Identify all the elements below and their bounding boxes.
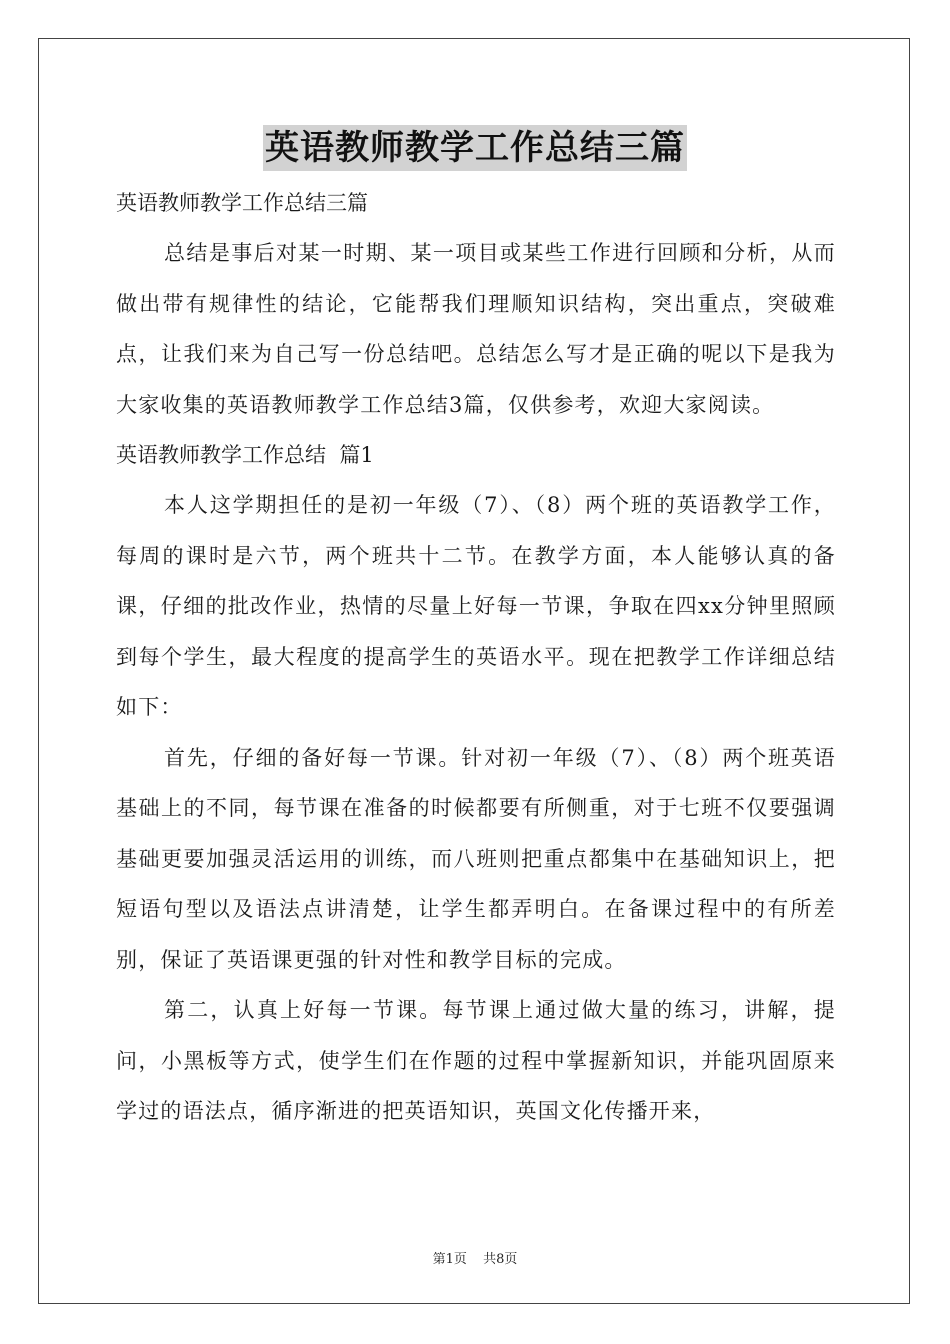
- body-paragraph-3: 第二，认真上好每一节课。每节课上通过做大量的练习，讲解，提问，小黑板等方式，使学生们在作题的过程中掌握新知识，并能巩固原来学过的语法点，循序渐进的把英语知识，英国文化传播开来，: [116, 998, 836, 1123]
- page-footer: [0, 1248, 950, 1267]
- document-title: 英语教师教学工作总结三篇: [263, 125, 687, 171]
- document-body: [116, 178, 836, 1137]
- section-heading: 英语教师教学工作总结 篇1: [116, 443, 374, 467]
- body-paragraph-1: 本人这学期担任的是初一年级（7）、（8）两个班的英语教学工作，每周的课时是六节，两个班共十二节。在教学方面，本人能够认真的备课，仔细的批改作业，热情的尽量上好每一节课，争取在四xx分钟里照顾到每个学生，最大程度的提高学生的英语水平。现在把教学工作详细总结如下：: [116, 493, 836, 719]
- body-paragraph-2: 首先，仔细的备好每一节课。针对初一年级（7）、（8）两个班英语基础上的不同，每节课在准备的时候都要有所侧重，对于七班不仅要强调基础更要加强灵活运用的训练，而八班则把重点都集中在基础知识上，把短语句型以及语法点讲清楚，让学生都弄明白。在备课过程中的有所差别，保证了英语课更强的针对性和教学目标的完成。: [116, 745, 836, 972]
- title-container: [0, 125, 950, 171]
- document-subtitle: 英语教师教学工作总结三篇: [116, 191, 368, 215]
- intro-paragraph: 总结是事后对某一时期、某一项目或某些工作进行回顾和分析，从而做出带有规律性的结论，它能帮我们理顺知识结构，突出重点，突破难点，让我们来为自己写一份总结吧。总结怎么写才是正确的呢以下是我为大家收集的英语教师教学工作总结3篇，仅供参考，欢迎大家阅读。: [116, 241, 836, 417]
- page-total: 共8页: [483, 1252, 518, 1267]
- page-number: 第1页: [432, 1252, 467, 1267]
